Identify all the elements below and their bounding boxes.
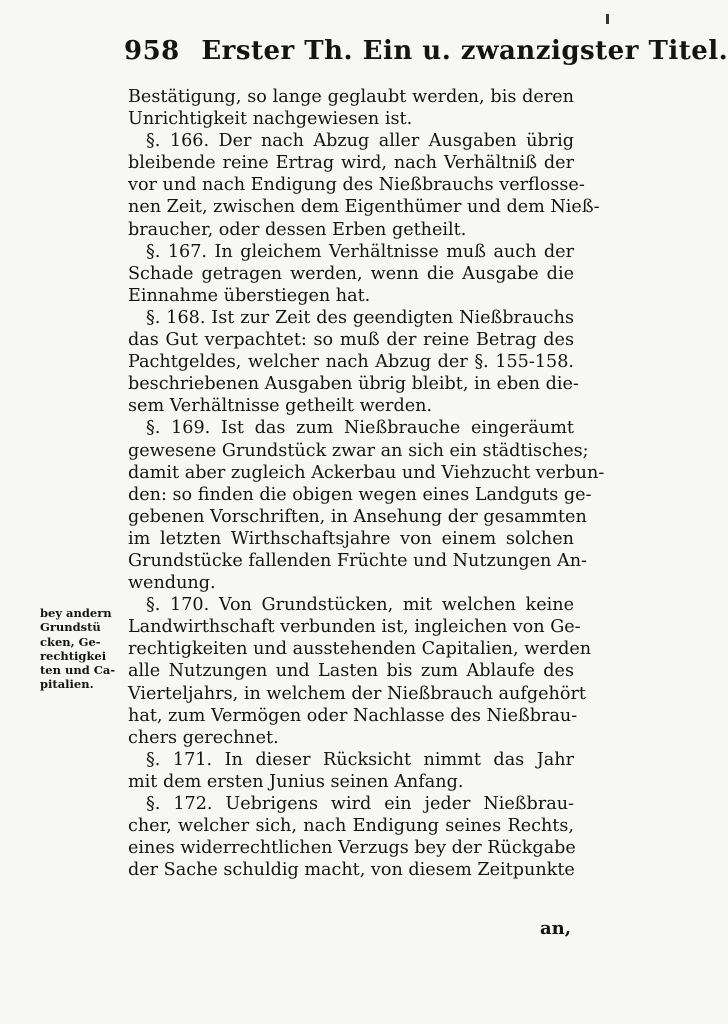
text-line: §. 168. Ist zur Zeit des geendigten Nießbrauchs [146,307,574,328]
text-line: §. 172. Uebrigens wird ein jeder Nießbrau- [146,794,574,814]
page-number: 958 [124,36,180,66]
text-line: vor und nach Endigung des Nießbrauchs verflosse- [128,175,585,196]
text-line: beschriebenen Ausgaben übrig bleibt, in eben die- [128,374,579,395]
text-line: Unrichtigkeit nachgewiesen ist. [128,109,413,130]
text-line: cher, welcher sich, nach Endigung seines Rechts, [128,816,574,837]
text-line: den: so finden die obigen wegen eines Landguts ge- [128,484,592,505]
margin-note-line: cken, Ge- [40,634,101,649]
text-line: eines widerrechtlichen Verzugs bey der Rückgabe [128,838,576,859]
text-line: damit aber zugleich Ackerbau und Viehzucht verbun- [128,462,605,483]
margin-note-line: Grundstü [40,620,101,635]
text-line: das Gut verpachtet: so muß der reine Betrag des [128,330,574,351]
running-title: Erster Th. Ein u. zwanzigster Titel. [201,36,728,66]
text-line: §. 170. Von Grundstücken, mit welchen keine [146,595,574,616]
margin-note-line: ten und Ca- [40,663,116,678]
text-line: hat, zum Vermögen oder Nachlasse des Nießbrau- [128,705,578,726]
text-line: im letzten Wirthschaftsjahre von einem solchen [128,528,574,549]
text-line: Schade getragen werden, wenn die Ausgabe die [128,263,574,284]
text-line: §. 167. In gleichem Verhältnisse muß auch der [146,241,574,262]
body-text [128,86,605,881]
page-header [124,36,728,66]
text-line: Grundstücke fallenden Früchte und Nutzungen An- [128,550,587,571]
text-line: wendung. [128,573,216,594]
margin-note-line: pitalien. [40,677,94,692]
text-line: chers gerechnet. [128,727,279,748]
text-line: §. 166. Der nach Abzug aller Ausgaben übrig [146,131,574,152]
text-line: gewesene Grundstück zwar an sich ein städtisches; [128,440,589,461]
text-line: der Sache schuldig macht, von diesem Zeitpunkte [128,860,575,881]
margin-note-line: bey andern [40,606,112,620]
text-line: mit dem ersten Junius seinen Anfang. [128,771,464,792]
text-line: alle Nutzungen und Lasten bis zum Ablaufe des [128,661,574,682]
margin-note [40,606,126,692]
text-line: §. 171. In dieser Rücksicht nimmt das Jahr [146,749,574,770]
catchword: an, [540,918,572,939]
text-line: sem Verhältnisse getheilt werden. [128,396,433,417]
text-line: Vierteljahrs, in welchem der Nießbrauch aufgehört [128,683,586,704]
text-line: Landwirthschaft verbunden ist, ingleichen von Ge- [128,617,581,638]
text-line: braucher, oder dessen Erben getheilt. [128,219,467,240]
text-line: rechtigkeiten und ausstehenden Capitalien, werden [128,639,592,660]
text-line: gebenen Vorschriften, in Ansehung der gesammten [128,506,587,527]
text-line: Bestätigung, so lange geglaubt werden, bis deren [128,87,574,107]
text-line: §. 169. Ist das zum Nießbrauche eingeräumt [146,418,574,439]
margin-note-line: rechtigkei [40,648,107,663]
text-line: Pachtgeldes, welcher nach Abzug der §. 155-158. [128,352,574,373]
text-line: Einnahme überstiegen hat. [128,285,371,306]
page-edge-mark [606,14,609,24]
text-line: bleibende reine Ertrag wird, nach Verhältniß der [128,153,574,174]
text-line: nen Zeit, zwischen dem Eigenthümer und dem Nieß- [128,197,600,218]
